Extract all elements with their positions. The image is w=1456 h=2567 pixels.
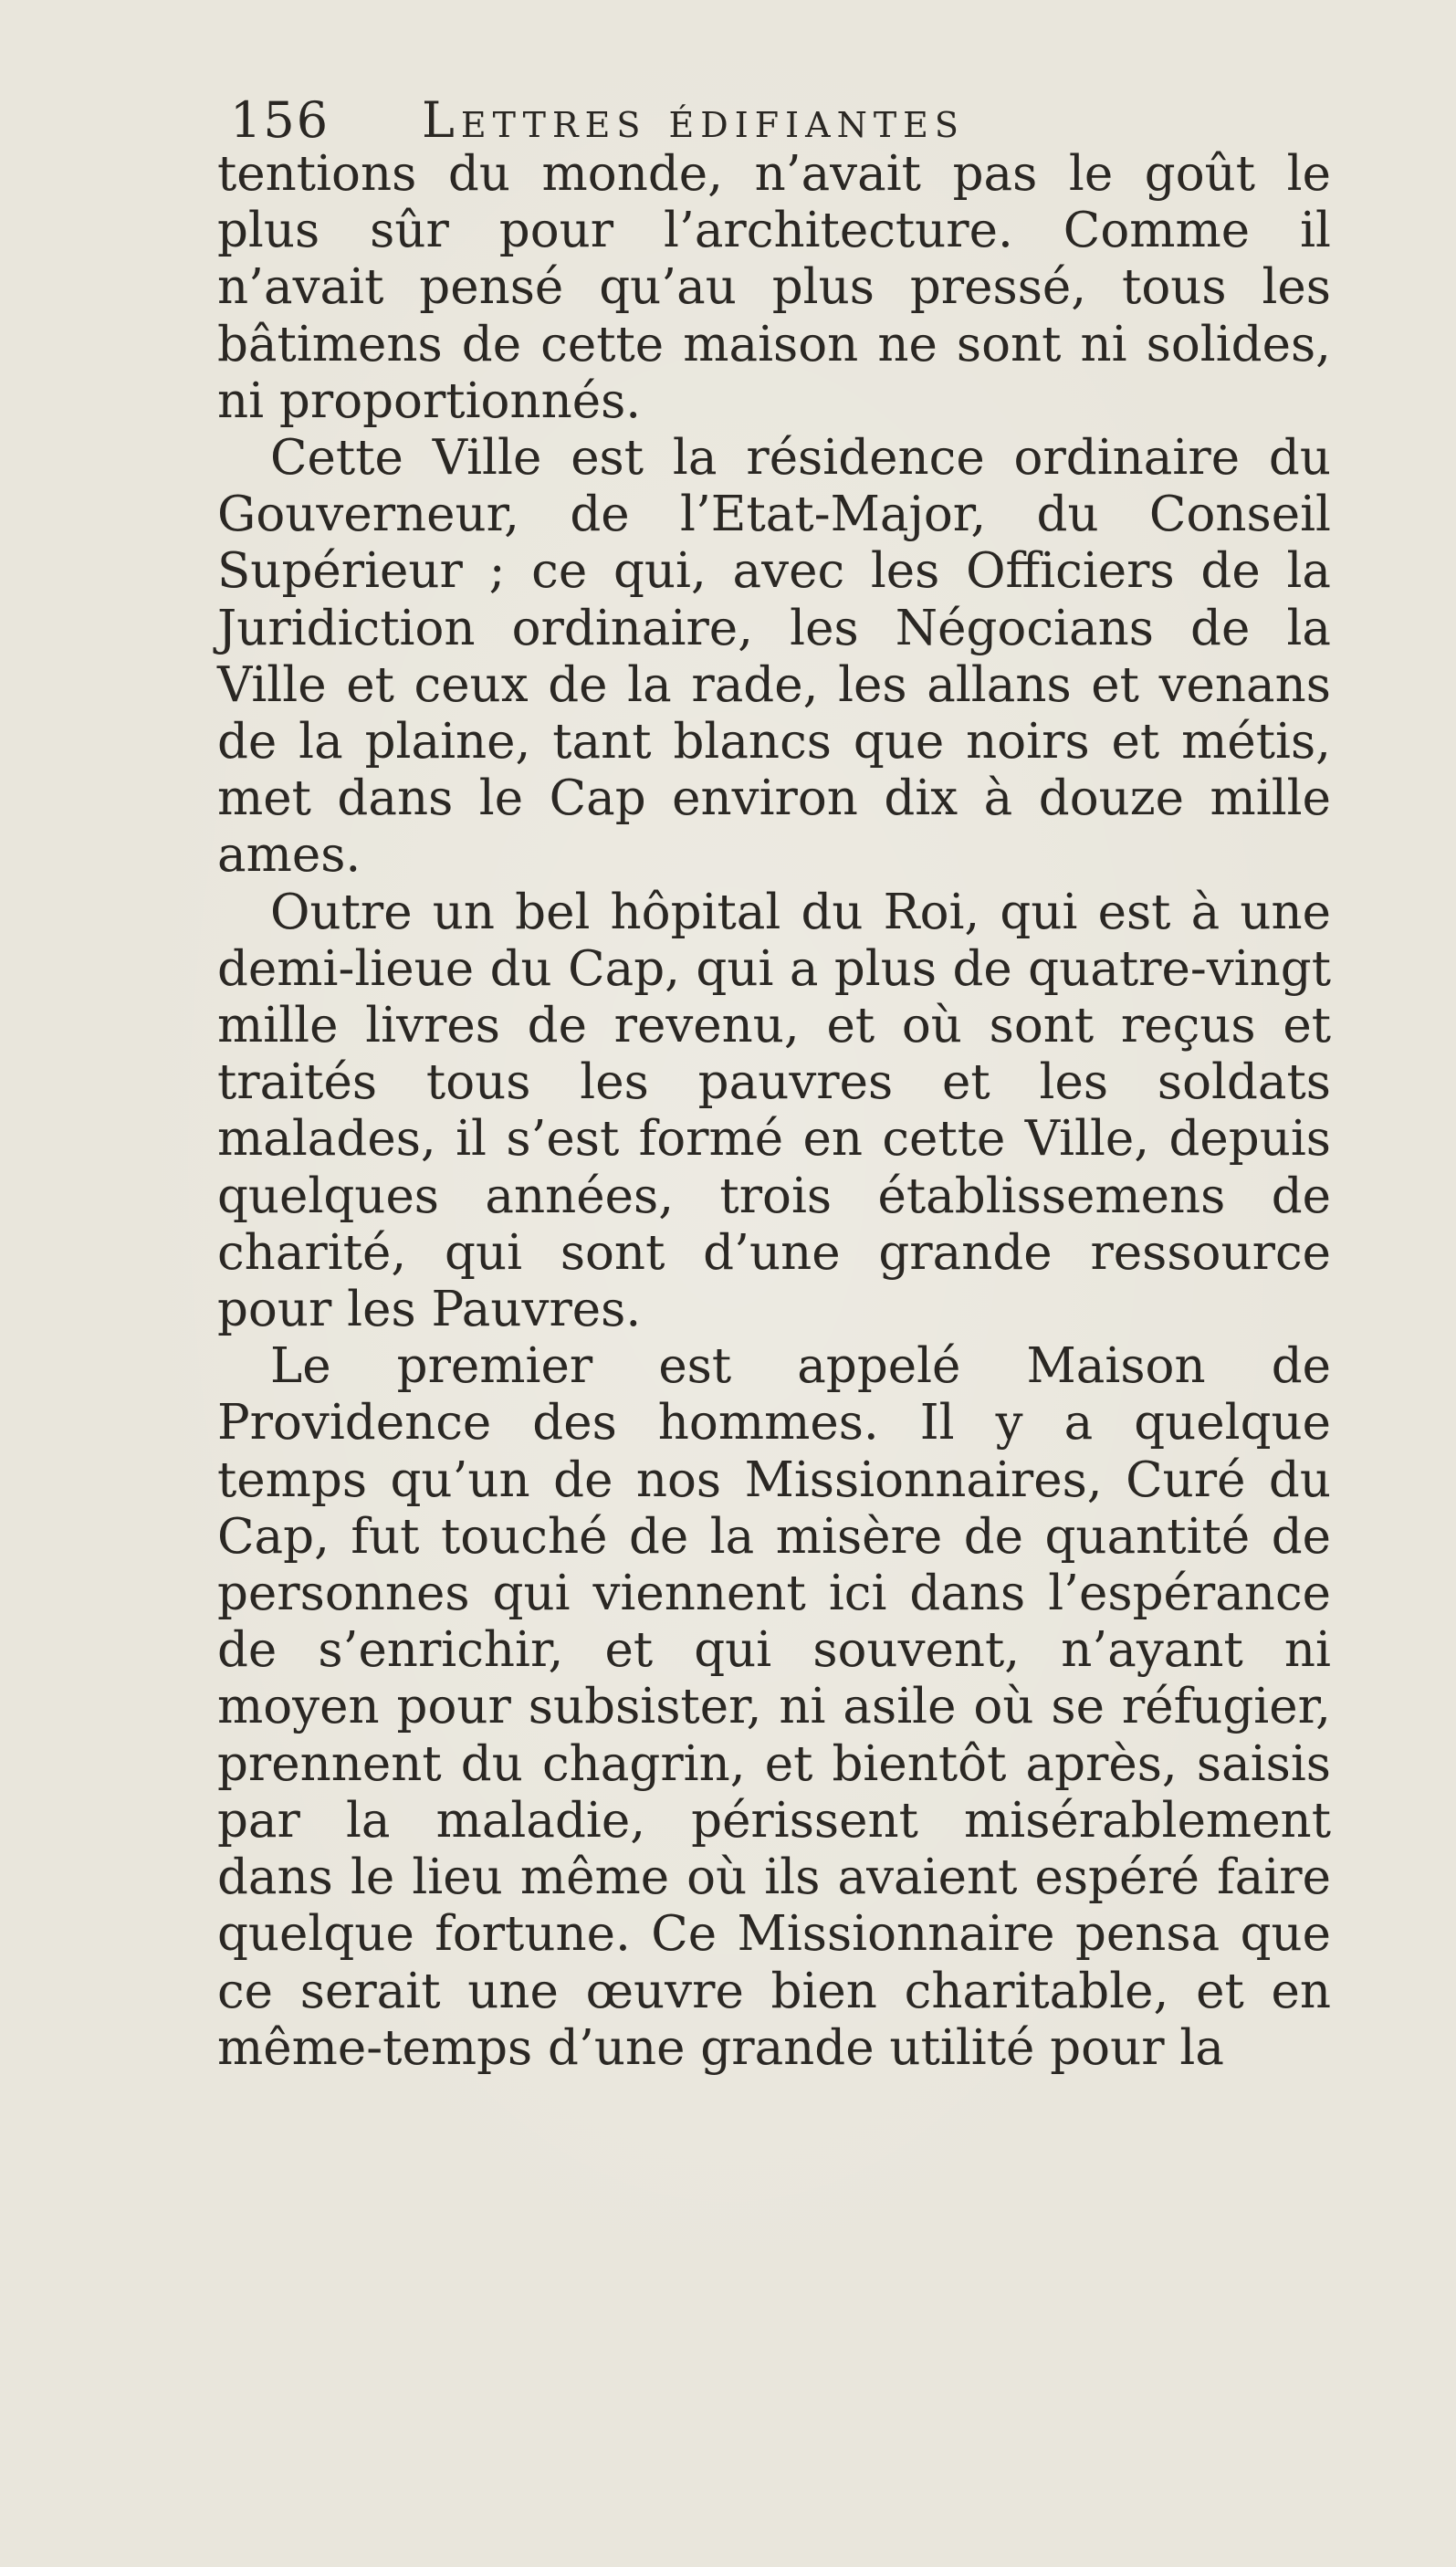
page-number: 156 (230, 91, 330, 149)
paragraph-1: tentions du monde, n’avait pas le goût le plus sûr pour l’architecture. Comme il n’avait pensé qu’au plus pressé, tous les bâtimens de cette maison ne sont ni solides, ni proportionnés. (217, 146, 1331, 429)
paragraph-4: Le premier est appelé Maison de Providence des hommes. Il y a quelque temps qu’un de nos Missionnaires, Curé du Cap, fut touché de la misère de quantité de personnes qui viennent ici dans l’espérance de s’enrichir, et qui souvent, n’ayant ni moyen pour subsister, ni asile où se réfugier, prennent du chagrin, et bientôt après, saisis par la maladie, périssent misérablement dans le lieu même où ils avaient espéré faire quelque fortune. Ce Missionnaire pensa que ce serait une œuvre bien charitable, et en même-temps d’une grande utilité pour la (217, 1338, 1331, 2076)
running-title: Lettres édifiantes (422, 91, 965, 149)
paragraph-3: Outre un bel hôpital du Roi, qui est à une demi-lieue du Cap, qui a plus de quatre-vingt mille livres de revenu, et où sont reçus et traités tous les pauvres et les soldats malades, il s’est formé en cette Ville, depuis quelques années, trois établissemens de charité, qui sont d’une grande ressource pour les Pauvres. (217, 884, 1331, 1338)
body-text (217, 146, 1331, 2077)
paragraph-2: Cette Ville est la résidence ordinaire du Gouverneur, de l’Etat-Major, du Conseil Supérieur ; ce qui, avec les Officiers de la Juridiction ordinaire, les Négocians de la Ville et ceux de la rade, les allans et venans de la plaine, tant blancs que noirs et métis, met dans le Cap environ dix à douze mille ames. (217, 430, 1331, 884)
